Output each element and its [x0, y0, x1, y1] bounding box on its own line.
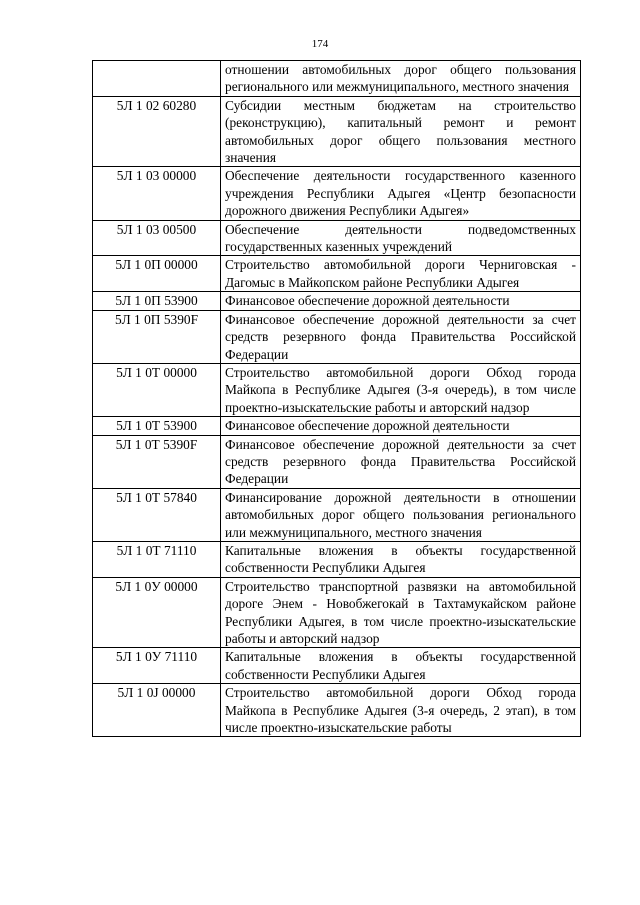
table-row: [93, 541, 581, 577]
row-code: 5Л 1 0Т 00000: [93, 363, 221, 416]
table-row: [93, 363, 581, 416]
row-code: 5Л 1 03 00500: [93, 220, 221, 256]
row-description: Строительство транспортной развязки на автомобильной дороге Энем - Новобжегокай в Тахтамукайском районе Республики Адыгея, в том числе проектно-изыскательские работы и авторский надзор: [221, 577, 581, 648]
table-row: [93, 96, 581, 167]
table-row: [93, 648, 581, 684]
row-code: 5Л 1 0У 00000: [93, 577, 221, 648]
budget-classification-table: [92, 60, 581, 737]
row-code: 5Л 1 0П 53900: [93, 292, 221, 310]
row-description: Финансовое обеспечение дорожной деятельности за счет средств резервного фонда Правительства Российской Федерации: [221, 435, 581, 488]
row-code: 5Л 1 03 00000: [93, 167, 221, 220]
table-row: [93, 310, 581, 363]
row-code: 5Л 1 0Т 5390F: [93, 435, 221, 488]
row-description: Капитальные вложения в объекты государственной собственности Республики Адыгея: [221, 541, 581, 577]
table-row: [93, 167, 581, 220]
row-code: 5Л 1 0Т 53900: [93, 417, 221, 435]
row-description: Строительство автомобильной дороги Черниговская - Дагомыс в Майкопском районе Республики Адыгея: [221, 256, 581, 292]
page-number: 174: [311, 38, 329, 50]
row-description: Финансовое обеспечение дорожной деятельности за счет средств резервного фонда Правительства Российской Федерации: [221, 310, 581, 363]
row-code: 5Л 1 02 60280: [93, 96, 221, 167]
table-row: [93, 417, 581, 435]
row-description: Финансовое обеспечение дорожной деятельности: [221, 417, 581, 435]
table-row: [93, 256, 581, 292]
table-row: [93, 684, 581, 737]
row-description: Субсидии местным бюджетам на строительство (реконструкцию), капитальный ремонт и ремонт автомобильных дорог общего пользования местного значения: [221, 96, 581, 167]
row-code: 5Л 1 0Т 57840: [93, 488, 221, 541]
table-row: [93, 577, 581, 648]
row-description: Обеспечение деятельности подведомственных государственных казенных учреждений: [221, 220, 581, 256]
row-description: Финансовое обеспечение дорожной деятельности: [221, 292, 581, 310]
row-code: 5Л 1 0Т 71110: [93, 541, 221, 577]
row-description: Строительство автомобильной дороги Обход города Майкопа в Республике Адыгея (3-я очередь), в том числе проектно-изыскательские работы и авторский надзор: [221, 363, 581, 416]
row-description: Строительство автомобильной дороги Обход города Майкопа в Республике Адыгея (3-я очередь, 2 этап), в том числе проектно-изыскательские работы: [221, 684, 581, 737]
table-row: [93, 220, 581, 256]
row-description: отношении автомобильных дорог общего пользования регионального или межмуниципального, местного значения: [221, 61, 581, 97]
row-code: 5Л 1 0У 71110: [93, 648, 221, 684]
row-description: Капитальные вложения в объекты государственной собственности Республики Адыгея: [221, 648, 581, 684]
row-description: Финансирование дорожной деятельности в отношении автомобильных дорог общего пользования регионального или межмуниципального, местного значения: [221, 488, 581, 541]
row-code: 5Л 1 0J 00000: [93, 684, 221, 737]
row-code: 5Л 1 0П 5390F: [93, 310, 221, 363]
row-description: Обеспечение деятельности государственного казенного учреждения Республики Адыгея «Центр безопасности дорожного движения Республики Адыгея»: [221, 167, 581, 220]
row-code: 5Л 1 0П 00000: [93, 256, 221, 292]
table-row: [93, 435, 581, 488]
row-code: [93, 61, 221, 97]
table-row: [93, 488, 581, 541]
table-row: [93, 61, 581, 97]
table-row: [93, 292, 581, 310]
